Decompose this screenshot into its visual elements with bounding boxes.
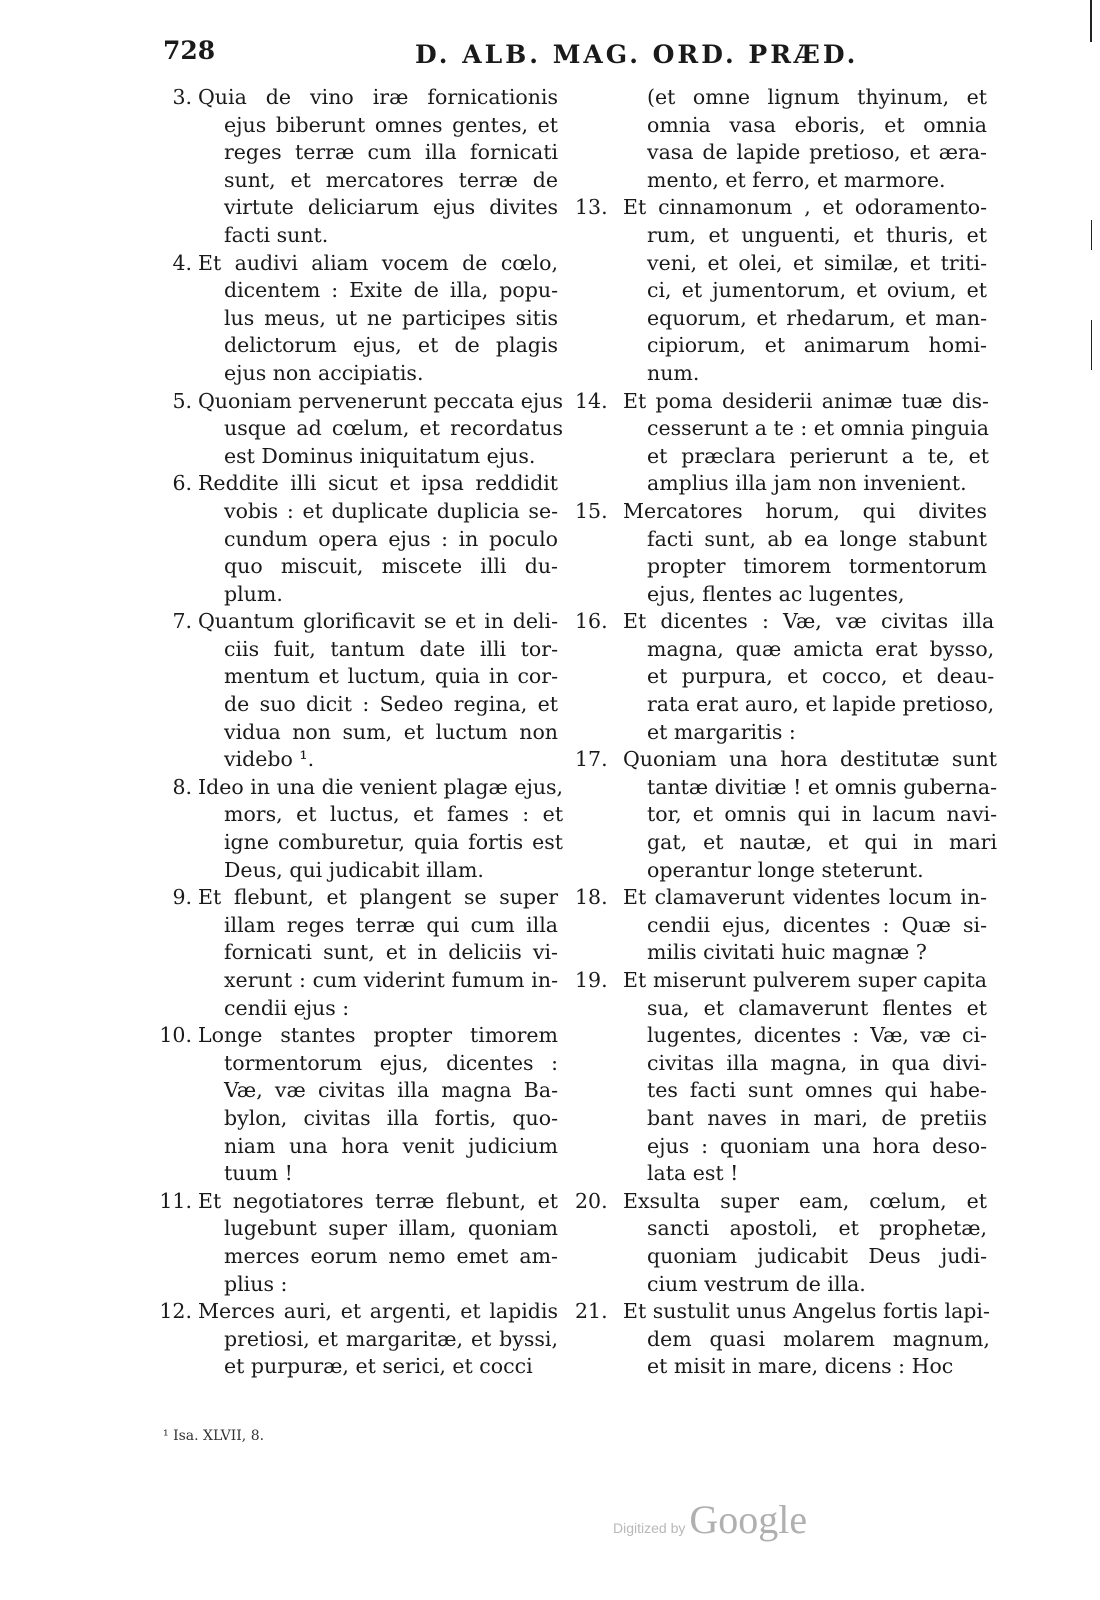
verse-line: xerunt : cum viderint fumum in-	[224, 968, 558, 992]
footnote: ¹ Isa. XLVII, 8.	[163, 1428, 265, 1444]
verse-line: et purpura, et cocco, et deau-	[647, 664, 995, 689]
right-column	[575, 84, 998, 1381]
verse-text	[623, 1298, 990, 1381]
verse-number: 19.	[575, 968, 608, 992]
verse	[575, 746, 998, 884]
verse-line: cium vestrum de illa.	[647, 1271, 866, 1296]
page-number: 728	[163, 36, 216, 65]
verse-line: facti sunt.	[224, 222, 329, 247]
verse-line: equorum, et rhedarum, et man-	[647, 305, 987, 330]
verse-line: et misit in mare, dicens : Hoc	[647, 1354, 954, 1379]
verse-number: 3.	[172, 85, 192, 109]
verse-line: Et clamaverunt videntes locum in-	[623, 885, 987, 910]
running-head: D. ALB. MAG. ORD. PRÆD.	[415, 40, 859, 69]
verse	[575, 498, 987, 608]
verse-line: Ideo in una die venient plagæ ejus,	[198, 774, 564, 799]
verse-line: Et cinnamonum , et odoramento-	[623, 195, 987, 220]
digitized-watermark	[613, 1496, 807, 1543]
verse-line: veni, et olei, et similæ, et triti-	[647, 250, 987, 275]
verse	[140, 608, 558, 774]
verse-line: merces eorum nemo emet am-	[224, 1243, 558, 1268]
page-edge-mark	[1090, 0, 1092, 42]
verse-text	[623, 194, 987, 387]
verse	[575, 1298, 990, 1381]
verse-number: 10.	[159, 1023, 192, 1048]
verse-text	[198, 388, 563, 471]
verse-line: Quantum glorificavit se et in deli-	[198, 609, 558, 634]
verse-number: 21.	[575, 1299, 608, 1324]
verse-line: (et omne lignum thyinum, et	[647, 85, 987, 109]
verse	[575, 608, 995, 746]
verse-text	[623, 1188, 987, 1298]
verse-line: rum, et unguenti, et thuris, et	[647, 222, 987, 247]
verse-text	[623, 967, 987, 1188]
verse-line: fornicati sunt, et in deliciis vi-	[224, 940, 558, 965]
verse-line: num.	[647, 360, 700, 385]
verse-number: 7.	[172, 609, 192, 634]
verse-line: vobis : et duplicate duplicia se-	[224, 498, 558, 523]
verse-line: propter timorem tormentorum	[647, 554, 987, 579]
verse-line: et purpuræ, et serici, et cocci	[224, 1354, 533, 1379]
verse-number: 4.	[172, 250, 192, 275]
left-column	[140, 84, 564, 1381]
verse-number: 16.	[575, 609, 608, 634]
verse-line: mentum et luctum, quia in cor-	[224, 664, 558, 689]
verse-line: tuum !	[224, 1161, 293, 1186]
verse-line: Væ, væ civitas illa magna Ba-	[224, 1078, 558, 1103]
verse-number: 11.	[159, 1188, 192, 1213]
verse-number: 15.	[575, 498, 608, 523]
verse-line: est Dominus iniquitatum ejus.	[224, 443, 536, 468]
verse-line: plum.	[224, 581, 283, 606]
verse-line: Et miserunt pulverem super capita	[623, 968, 987, 992]
verse-number: 5.	[172, 388, 192, 413]
verse-line: et margaritis :	[647, 719, 796, 744]
verse-line: Quia de vino iræ fornicationis	[198, 85, 558, 109]
verse-number: 6.	[172, 471, 192, 496]
verse-text	[198, 774, 563, 884]
verse-line: lata est !	[647, 1161, 739, 1186]
verse-line: igne comburetur, quia fortis est	[224, 830, 564, 855]
verse-line: delictorum ejus, et de plagis	[224, 333, 558, 358]
verse-line: dem quasi molarem magnum,	[647, 1326, 990, 1351]
verse-text	[623, 884, 987, 967]
verse-line: ejus, flentes ac lugentes,	[647, 581, 905, 606]
verse-line: gat, et nautæ, et qui in mari	[647, 830, 998, 855]
verse-line: cipiorum, et animarum homi-	[647, 333, 987, 358]
verse	[140, 250, 558, 388]
verse-line: pretiosi, et margaritæ, et byssi,	[224, 1326, 558, 1351]
verse-line: cendii ejus :	[224, 995, 350, 1020]
verse-line: Deus, qui judicabit illam.	[224, 857, 484, 882]
verse-line: milis civitati huic magnæ ?	[647, 940, 927, 965]
verse	[140, 884, 558, 1022]
verse-text	[198, 1022, 558, 1188]
verse	[140, 84, 558, 250]
verse-line: Exsulta super eam, cœlum, et	[623, 1188, 987, 1213]
verse	[575, 1188, 987, 1298]
verse-number: 20.	[575, 1188, 608, 1213]
verse-line: tormentorum ejus, dicentes :	[224, 1050, 558, 1075]
verse-text	[623, 388, 989, 498]
verse-line: lugentes, dicentes : Væ, væ ci-	[647, 1023, 987, 1048]
verse-line: mors, et luctus, et fames : et	[224, 802, 564, 827]
verse-line: Et poma desiderii animæ tuæ dis-	[623, 388, 989, 413]
google-logo: Google	[689, 1497, 808, 1542]
verse-line: Et flebunt, et plangent se super	[198, 885, 558, 910]
verse-text	[198, 608, 558, 774]
page-edge-mark	[1091, 220, 1092, 250]
verse-line: operantur longe steterunt.	[647, 857, 924, 882]
verse-line: cendii ejus, dicentes : Quæ si-	[647, 912, 987, 937]
verse-line: Quoniam pervenerunt peccata ejus	[198, 388, 563, 413]
verse-line: Merces auri, et argenti, et lapidis	[198, 1299, 558, 1324]
verse	[575, 388, 987, 498]
verse-line: lus meus, ut ne participes sitis	[224, 305, 558, 330]
verse-line: plius :	[224, 1271, 288, 1296]
verse-line: sancti apostoli, et prophetæ,	[647, 1216, 987, 1241]
verse	[575, 194, 987, 387]
verse-line: cesserunt a te : et omnia pinguia	[647, 416, 989, 441]
verse-line: dicentem : Exite de illa, popu-	[224, 278, 558, 303]
verse	[575, 967, 987, 1188]
verse-line: Et sustulit unus Angelus fortis lapi-	[623, 1299, 990, 1324]
verse-line: civitas illa magna, in qua divi-	[647, 1050, 987, 1075]
verse-line: ci, et jumentorum, et ovium, et	[647, 278, 987, 303]
verse-number: 13.	[575, 195, 608, 220]
verse	[140, 388, 563, 471]
verse-line: virtute deliciarum ejus divites	[224, 195, 558, 220]
verse-text	[198, 84, 558, 250]
verse	[575, 884, 987, 967]
verse-line: quo miscuit, miscete illi du-	[224, 554, 558, 579]
verse-line: ejus biberunt omnes gentes, et	[224, 112, 558, 137]
verse-text	[198, 470, 558, 608]
verse-line: et præclara perierunt a te, et	[647, 443, 989, 468]
verse-line: amplius illa jam non invenient.	[647, 471, 967, 496]
verse-number: 9.	[172, 885, 192, 910]
verse	[140, 1188, 558, 1298]
verse-number: 18.	[575, 885, 608, 910]
verse-line: bylon, civitas illa fortis, quo-	[224, 1105, 558, 1130]
verse-line: magna, quæ amicta erat bysso,	[647, 636, 995, 661]
verse-line: vasa de lapide pretioso, et æra-	[647, 140, 987, 165]
verse-text	[198, 250, 558, 388]
verse	[140, 1298, 558, 1381]
verse-line: omnia vasa eboris, et omnia	[647, 112, 987, 137]
verse-line: tantæ divitiæ ! et omnis guberna-	[647, 774, 998, 799]
verse-line: ejus non accipiatis.	[224, 360, 424, 385]
verse-line: Longe stantes propter timorem	[198, 1023, 558, 1048]
verse-line: lugebunt super illam, quoniam	[224, 1216, 558, 1241]
page-edge-mark	[1091, 320, 1092, 370]
verse-line: rata erat auro, et lapide pretioso,	[647, 692, 995, 717]
verse-line: ejus : quoniam una hora deso-	[647, 1133, 987, 1158]
verse	[140, 1022, 558, 1188]
verse-line: cundum opera ejus : in poculo	[224, 526, 558, 551]
verse-line: illam reges terræ qui cum illa	[224, 912, 558, 937]
verse-line: Quoniam una hora destitutæ sunt	[623, 747, 998, 772]
verse	[140, 470, 558, 608]
verse-text	[623, 498, 987, 608]
verse-line: mento, et ferro, et marmore.	[647, 167, 946, 192]
verse-line: Et dicentes : Væ, væ civitas illa	[623, 609, 995, 634]
verse-line: quoniam judicabit Deus judi-	[647, 1243, 987, 1268]
verse-line: Et negotiatores terræ flebunt, et	[198, 1188, 558, 1213]
verse-line: tes facti sunt omnes qui habe-	[647, 1078, 987, 1103]
verse-line: sua, et clamaverunt flentes et	[647, 995, 987, 1020]
verse-line: tor, et omnis qui in lacum navi-	[647, 802, 998, 827]
continued-verse	[575, 84, 987, 194]
verse-number: 8.	[172, 774, 192, 799]
verse-number: 14.	[575, 388, 608, 413]
verse-line: videbo ¹.	[224, 747, 315, 772]
verse-number: 12.	[159, 1299, 192, 1324]
verse-line: de suo dicit : Sedeo regina, et	[224, 692, 558, 717]
verse-line: ciis fuit, tantum date illi tor-	[224, 636, 558, 661]
watermark-prefix: Digitized by	[613, 1520, 686, 1536]
verse-text	[198, 884, 558, 1022]
verse-line: facti sunt, ab ea longe stabunt	[647, 526, 987, 551]
verse-text	[623, 608, 994, 746]
verse-text	[198, 1188, 558, 1298]
verse-line: Mercatores horum, qui divites	[623, 498, 987, 523]
verse-line: Et audivi aliam vocem de cœlo,	[198, 250, 558, 275]
verse-text	[198, 1298, 558, 1381]
verse-line: niam una hora venit judicium	[224, 1133, 558, 1158]
verse-line: bant naves in mari, de pretiis	[647, 1105, 987, 1130]
verse-number: 17.	[575, 747, 608, 772]
verse-text	[623, 746, 997, 884]
verse	[140, 774, 564, 884]
verse-line: reges terræ cum illa fornicati	[224, 140, 558, 165]
verse-line: sunt, et mercatores terræ de	[224, 167, 558, 192]
verse-line: vidua non sum, et luctum non	[224, 719, 558, 744]
verse-line: Reddite illi sicut et ipsa reddidit	[198, 471, 558, 496]
verse-line: usque ad cœlum, et recordatus	[224, 416, 563, 441]
